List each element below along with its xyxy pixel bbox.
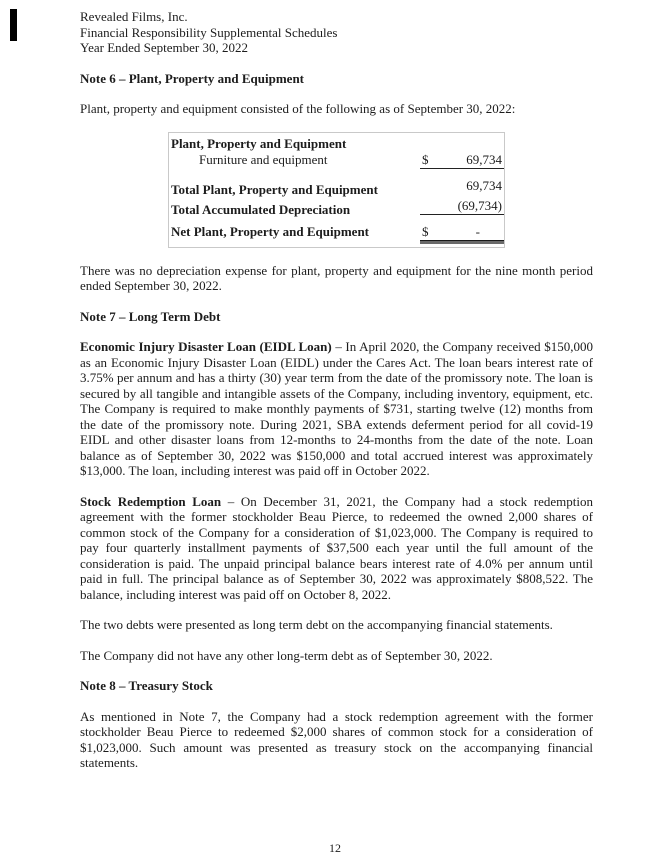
amount-value: 69,734 <box>466 177 502 193</box>
row-label: Total Plant, Property and Equipment <box>171 181 378 197</box>
currency-symbol: $ <box>422 223 429 239</box>
table-row-total-ppe <box>169 178 504 198</box>
table-row-accumulated-depreciation <box>169 198 504 218</box>
note7-heading: Note 7 – Long Term Debt <box>80 308 221 324</box>
long-term-debt-summary: The two debts were presented as long term debt on the accompanying financial statements. <box>80 617 553 632</box>
row-amount <box>420 224 504 241</box>
ppe-table <box>168 132 505 248</box>
eidl-paragraph <box>80 339 593 479</box>
row-amount <box>420 152 504 169</box>
depreciation-note-paragraph: There was no depreciation expense for plant, property and equipment for the nine month period ended September 30, 2022. <box>80 262 593 293</box>
note6-intro: Plant, property and equipment consisted of the following as of September 30, 2022: <box>80 101 516 116</box>
stock-redemption-text: – On December 31, 2021, the Company had a stock redemption agreement with the former stockholder Beau Pierce, to redeemed the owned 2,000 shares of common stock of the Company for a consideration of $1,023,000. The Company is required to pay four quarterly installment payments of $37,500 each year until the full amount of the consideration is paid. The unpaid principal balance bears interest rate of 4.0% per annum until paid in full. The principal balance as of September 30, 2022 was approximately $808,522. The balance, including interest was paid off on October 8, 2022. <box>80 493 593 602</box>
row-label: Total Accumulated Depreciation <box>171 201 351 217</box>
treasury-stock-paragraph: As mentioned in Note 7, the Company had a stock redemption agreement with the former stockholder Beau Pierce to redeemed $2,000 shares of common stock for a consideration of $1,023,000. Such amount was presented as treasury stock on the accompanying financial statements. <box>80 708 593 770</box>
amount-value: 69,734 <box>466 151 502 167</box>
note8-heading: Note 8 – Treasury Stock <box>80 678 213 693</box>
other-debt-note: The Company did not have any other long-term debt as of September 30, 2022. <box>80 647 493 663</box>
table-row-net-ppe <box>169 224 504 241</box>
document-title: Financial Responsibility Supplemental Schedules <box>80 24 338 40</box>
note6-heading: Note 6 – Plant, Property and Equipment <box>80 70 305 86</box>
row-label: Furniture and equipment <box>199 151 328 167</box>
document-header <box>80 9 593 56</box>
stock-redemption-lead: Stock Redemption Loan <box>80 493 222 509</box>
row-amount <box>420 198 504 215</box>
amount-value: - <box>475 223 480 239</box>
page-number: 12 <box>329 841 341 855</box>
eidl-text: – In April 2020, the Company received $150,000 as an Economic Injury Disaster Loan (EIDL) under the Cares Act. The loan bears interest rate of 3.75% per annum and has a thirty (30) year term from the date of the promissory note. The loan is secured by all tangible and intangible assets of the Company, including inventory, equipment, etc. The Company is required to make monthly payments of $731, starting twelve (12) months from the date of the promissory note. During 2021, SBA extends deferment period for all covid-19 EIDL and other disaster loans from 12-months to 24-months from the date of the note. Loan balance as of September 30, 2022 was $150,000 and total accrued interest was approximately $13,000. The loan, including interest was paid off in October 2022. <box>80 339 593 478</box>
page-content <box>80 9 593 786</box>
scan-artifact-mark <box>10 9 17 41</box>
row-amount <box>420 178 504 194</box>
ppe-table-title: Plant, Property and Equipment <box>171 135 347 151</box>
period-line: Year Ended September 30, 2022 <box>80 40 249 55</box>
stock-redemption-paragraph <box>80 494 593 603</box>
company-name: Revealed Films, Inc. <box>80 9 188 24</box>
table-row-furniture <box>169 152 504 169</box>
row-label: Net Plant, Property and Equipment <box>171 223 370 239</box>
table-row-title <box>169 136 504 152</box>
eidl-lead: Economic Injury Disaster Loan (EIDL Loan) <box>80 339 332 354</box>
amount-value: (69,734) <box>457 197 502 213</box>
table-spacer <box>169 169 504 178</box>
currency-symbol: $ <box>422 151 429 167</box>
